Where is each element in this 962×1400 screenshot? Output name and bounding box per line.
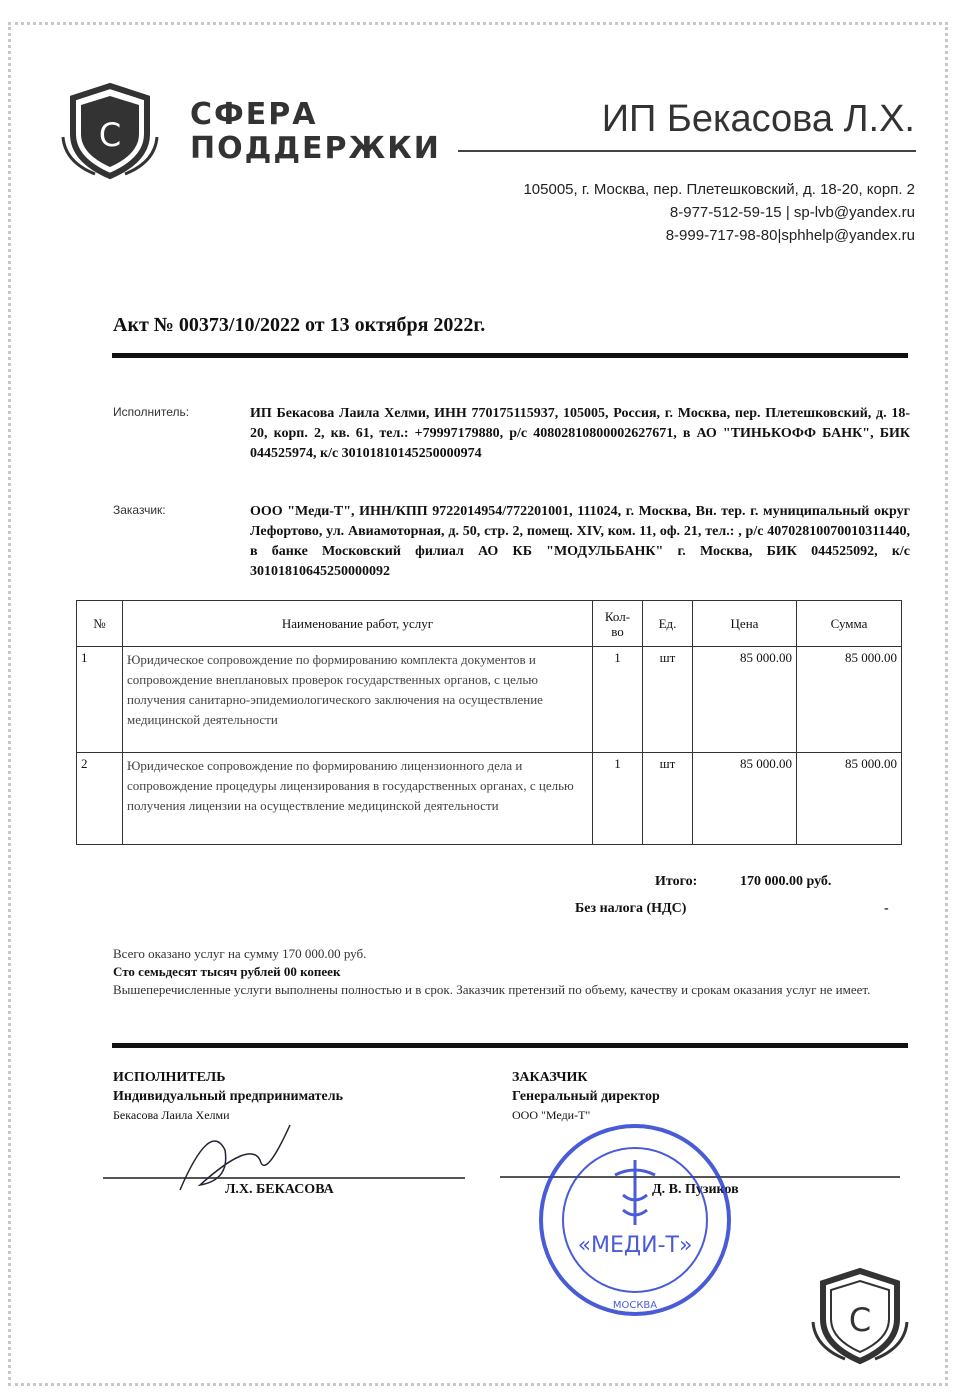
customer-position: Генеральный директор [512,1089,660,1104]
divider [112,1043,908,1048]
total-value: 170 000.00 руб. [740,874,832,889]
company-stamp-icon [535,1120,735,1320]
vat-label: Без налога (НДС) [575,901,687,916]
customer-label: Заказчик: [113,503,166,517]
summary-words: Сто семьдесят тысяч рублей 00 копеек [113,964,341,979]
row-unit: шт [643,753,693,845]
col-price: Цена [693,601,797,647]
company-name: ИП Бекасова Л.Х. [601,98,915,140]
logo-line-2: ПОДДЕРЖКИ [190,131,441,166]
row-sum: 85 000.00 [797,647,902,753]
row-sum: 85 000.00 [797,753,902,845]
row-unit: шт [643,647,693,753]
logo-letter: С [98,116,122,154]
logo-line-1: СФЕРА [190,97,318,132]
document-title: Акт № 00373/10/2022 от 13 октября 2022г. [113,314,486,336]
contact-2: 8-999-717-98-80|sphhelp@yandex.ru [665,227,915,244]
col-sum: Сумма [797,601,902,647]
row-qty: 1 [593,753,643,845]
table-row [77,647,902,753]
row-price: 85 000.00 [693,647,797,753]
divider [112,353,908,358]
row-number: 2 [77,753,123,845]
executor-full-name: Бекасова Лаила Хелми [113,1108,230,1122]
shield-logo-icon [55,82,165,182]
executor-short-name: Л.Х. БЕКАСОВА [225,1182,334,1197]
services-table [76,600,902,845]
contact-1: 8-977-512-59-15 | sp-lvb@yandex.ru [669,204,915,221]
summary-statement: Вышеперечисленные услуги выполнены полностью и в срок. Заказчик претензий по объему, качеству и срокам оказания услуг не имеет. [113,982,871,997]
col-unit: Ед. [643,601,693,647]
stamp-city: МОСКВА [612,1300,658,1311]
row-description: Юридическое сопровождение по формированию лицензионного дела и сопровождение процедуры лицензирования в государственных органах, с целью получения лицензии на осуществление медицинской деятельности [123,753,593,845]
vat-value: - [884,901,889,916]
col-number: № [77,601,123,647]
summary-amount: Всего оказано услуг на сумму 170 000.00 руб. [113,946,367,961]
row-qty: 1 [593,647,643,753]
row-price: 85 000.00 [693,753,797,845]
executor-details: ИП Бекасова Лаила Хелми, ИНН 770175115937, 105005, Россия, г. Москва, пер. Плетешковский, д. 18-20, корп. 2, кв. 61, тел.: +79997179880, р/с 40802810800002627671, в АО "ТИНЬКОФФ БАНК", БИК 044525974, к/с 30101810145250000974 [250,406,910,461]
customer-signature-block [512,1068,660,1125]
table-row [77,753,902,845]
row-number: 1 [77,647,123,753]
summary [113,945,913,999]
customer-org: ООО "Меди-Т" [512,1108,591,1122]
executor-position: Индивидуальный предприниматель [113,1089,344,1104]
table-header [77,601,902,647]
logo-text [190,98,441,166]
watermark-letter: С [848,1301,872,1339]
executor-role: ИСПОЛНИТЕЛЬ [113,1070,226,1085]
total-label: Итого: [655,874,698,889]
customer-role: ЗАКАЗЧИК [512,1070,588,1085]
stamp-text: «МЕДИ-Т» [577,1233,693,1258]
executor-label: Исполнитель: [113,405,190,419]
customer-short-name: Д. В. Пузиков [652,1182,739,1197]
row-description: Юридическое сопровождение по формированию комплекта документов и сопровождение внеплановых проверок государственных органов, с целью получения санитарно-эпидемиологического заключения на осуществление медицинской деятельности [123,647,593,753]
col-name: Наименование работ, услуг [123,601,593,647]
executor-signature-icon [170,1110,300,1200]
contacts [400,178,915,247]
divider [458,150,916,152]
col-qty: Кол-во [593,601,643,647]
customer-details: ООО "Меди-Т", ИНН/КПП 9722014954/772201001, 111024, г. Москва, Вн. тер. г. муниципальный округ Лефортово, ул. Авиамоторная, д. 50, стр. 2, помещ. XIV, ком. 11, оф. 21, тел.: , р/с 40702810070010311440, в банке Московский филиал АО КБ "МОДУЛЬБАНК" г. Москва, БИК 044525092, к/с 30101810645250000092 [250,504,910,579]
shield-watermark-icon [805,1262,915,1372]
address: 105005, г. Москва, пер. Плетешковский, д. 18-20, корп. 2 [523,181,915,198]
